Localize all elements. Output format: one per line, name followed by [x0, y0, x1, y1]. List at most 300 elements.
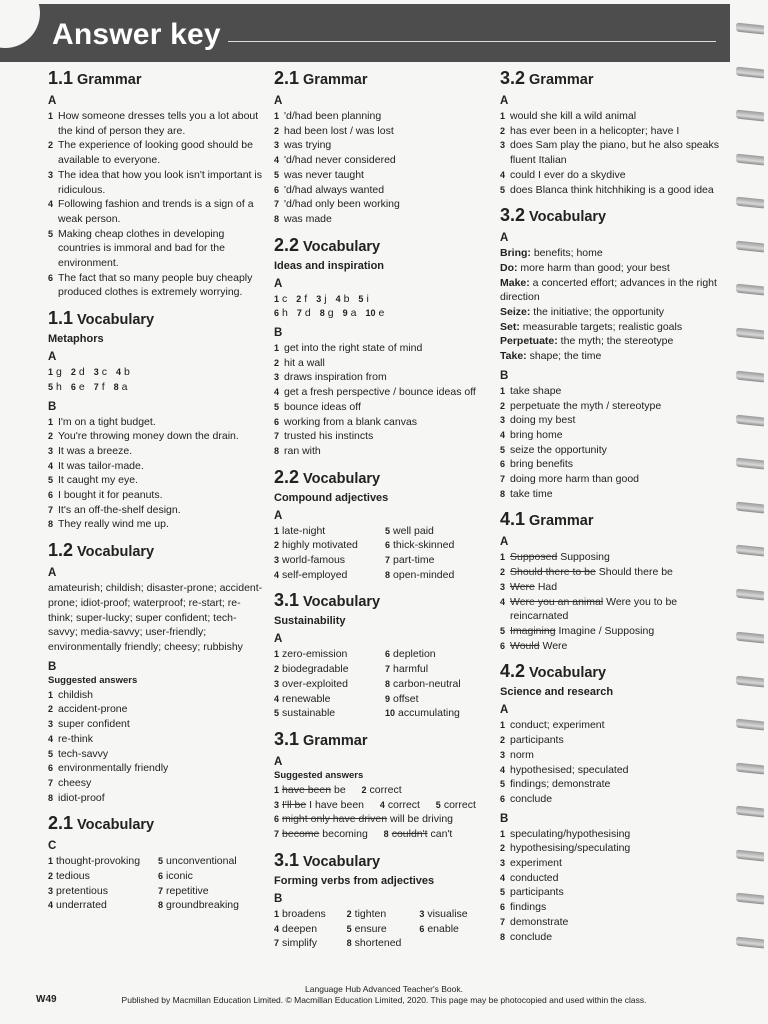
grid-item: [274, 907, 347, 922]
item-number: 5: [158, 856, 164, 867]
item-number: 8: [383, 829, 389, 840]
list-item: [274, 197, 492, 212]
match-pair: [71, 366, 85, 378]
section-subtitle: Forming verbs from adjectives: [274, 874, 435, 887]
item-number: 1: [48, 689, 54, 700]
item-number: 3: [274, 555, 280, 566]
item-text: was trying: [284, 139, 332, 152]
item-text: accident-prone: [58, 703, 128, 716]
part-label: A: [274, 95, 283, 107]
corrected-text: Had: [534, 580, 558, 593]
collocation-line: [500, 305, 725, 320]
item-number: 1: [500, 828, 506, 839]
grid-item: [385, 692, 492, 707]
list-item: [274, 385, 492, 400]
section-number: 1.1: [48, 68, 74, 88]
item-number: 4: [48, 733, 54, 744]
item-text: part-time: [393, 554, 435, 567]
item-number: 3: [500, 415, 506, 426]
section-3-1-grammar: [274, 729, 492, 842]
item-number: 1: [48, 111, 54, 121]
section-heading: [500, 509, 725, 530]
section-name: Vocabulary: [303, 594, 381, 611]
grid-item: [347, 907, 420, 922]
binding-ring: [736, 849, 764, 861]
item-text: 'd/had only been working: [284, 198, 400, 211]
item-text: self-employed: [282, 568, 348, 581]
part-label: A: [500, 704, 509, 717]
item-number: 8: [500, 931, 506, 942]
answer-text: correct: [387, 798, 420, 811]
item-text: bring benefits: [510, 458, 574, 471]
item-number: 8: [385, 569, 391, 580]
match-letter: g: [56, 366, 62, 379]
list-item: [48, 109, 264, 138]
match-letter: e: [78, 380, 85, 393]
list-item: [274, 212, 492, 227]
section-heading: [500, 68, 725, 89]
item-text: world-famous: [282, 554, 346, 567]
collocation-line: [500, 334, 725, 349]
grid-item: [274, 706, 381, 721]
list-item: [48, 717, 264, 732]
section-subtitle: Sustainability: [274, 615, 346, 628]
item-number: 1: [274, 525, 280, 536]
grid-item: [48, 854, 154, 869]
answer-list: [500, 109, 725, 197]
item-text: draws inspiration from: [284, 371, 387, 384]
collocation-list: [500, 246, 725, 364]
answer-list: [500, 718, 725, 806]
item-number: 3: [500, 749, 506, 760]
item-number: 3: [48, 719, 54, 730]
item-text: broadens: [282, 907, 326, 920]
section-4-1-grammar: [500, 509, 725, 653]
item-number: 4: [48, 900, 54, 911]
list-item: [48, 761, 264, 776]
part-label: B: [48, 660, 57, 673]
list-item: [48, 415, 264, 430]
section-heading: [500, 661, 725, 682]
correction-item: [500, 550, 725, 565]
corrected-text: Supposing: [557, 551, 610, 564]
grid-item: [48, 898, 154, 913]
struck-text: Supposed: [510, 551, 558, 564]
item-text: bounce ideas off: [284, 400, 361, 413]
part-label: A: [274, 277, 283, 290]
item-number: 7: [274, 431, 280, 442]
grid-item: [48, 884, 154, 899]
match-pair: [274, 307, 288, 319]
collocation-line: [500, 349, 725, 364]
binding-ring: [736, 66, 764, 78]
section-3-1-vocabulary-verbs: [274, 850, 492, 951]
corrected-text: can't: [427, 828, 453, 841]
binding-ring: [736, 458, 764, 470]
corrected-text: becoming: [319, 828, 368, 841]
item-number: 6: [158, 871, 164, 882]
section-number: 2.2: [274, 234, 300, 255]
item-number: 6: [274, 308, 280, 319]
part-label: C: [48, 840, 57, 853]
binding-ring: [736, 23, 764, 35]
item-text: tech-savvy: [58, 747, 109, 760]
item-text: demonstrate: [510, 915, 569, 928]
section-name: Grammar: [529, 513, 594, 530]
footer-book-title: Language Hub Advanced Teacher's Book.: [305, 984, 463, 994]
item-number: 4: [274, 693, 280, 704]
answer-text: correct: [443, 798, 476, 811]
item-text: accumulating: [398, 707, 460, 720]
item-number: 7: [385, 664, 391, 675]
item-text: They really wind me up.: [58, 518, 169, 531]
item-number: 8: [500, 488, 506, 499]
item-text: How someone dresses tells you a lot about the kind of person they are.: [58, 110, 259, 137]
section-heading: [274, 850, 492, 871]
collocation-nouns: benefits; home: [530, 247, 603, 260]
section-heading: [500, 205, 725, 226]
item-number: 4: [48, 199, 54, 210]
match-letter: g: [327, 307, 334, 320]
section-heading: [274, 729, 492, 750]
match-letter: e: [378, 307, 385, 320]
item-number: 6: [500, 793, 506, 804]
item-number: 9: [342, 308, 348, 319]
item-text: ensure: [354, 922, 387, 935]
section-number: 2.2: [274, 466, 300, 487]
section-1-2-vocabulary: [48, 540, 264, 805]
list-item: [500, 168, 725, 183]
item-text: iconic: [166, 870, 193, 883]
binding-ring: [736, 588, 764, 600]
binding-ring: [736, 762, 764, 774]
match-letter: b: [343, 292, 350, 305]
list-item: [500, 733, 725, 748]
list-item: [500, 763, 725, 778]
list-item: [48, 791, 264, 806]
grid-item: [385, 647, 492, 662]
item-number: 7: [93, 381, 99, 392]
section-heading: [48, 540, 264, 561]
collocation-nouns: shape; the time: [526, 350, 602, 363]
item-number: 1: [274, 343, 280, 354]
item-text: super confident: [58, 718, 130, 731]
list-item: [48, 444, 264, 459]
answer-grid: [274, 647, 492, 721]
item-number: 3: [48, 885, 54, 896]
list-item: [500, 384, 725, 399]
match-pair: [94, 366, 107, 378]
grid-item: [274, 553, 381, 568]
item-number: 2: [48, 871, 54, 882]
part-label: B: [500, 369, 509, 382]
list-item: [500, 777, 725, 792]
item-text: conclude: [510, 930, 553, 943]
item-number: 6: [385, 540, 391, 551]
answer-grid: [274, 524, 492, 583]
item-number: 4: [500, 596, 506, 607]
item-text: unconventional: [166, 855, 237, 868]
item-text: hit a wall: [284, 356, 325, 369]
correction-line: [274, 827, 492, 842]
correction-item: [500, 565, 725, 580]
footer-copyright: Published by Macmillan Education Limited. © Macmillan Education Limited, 2020. This page may be photocopied and used within the class.: [121, 995, 647, 1005]
collocation-verb: Take:: [500, 350, 527, 363]
correction-item: [500, 595, 725, 624]
item-text: norm: [510, 748, 534, 761]
section-number: 3.2: [500, 205, 526, 226]
item-text: participants: [510, 734, 564, 747]
answer-list: [500, 827, 725, 945]
struck-text: might only have driven: [282, 813, 388, 826]
grid-item: [274, 677, 381, 692]
item-text: does Sam play the piano, but he also speaks fluent Italian: [510, 139, 719, 167]
item-number: 5: [48, 748, 54, 759]
item-text: hypothesising/speculating: [510, 842, 631, 855]
item-number: 7: [385, 555, 391, 566]
item-text: re-think: [58, 732, 94, 745]
list-item: [48, 747, 264, 762]
column-3: [500, 64, 725, 952]
item-number: 1: [274, 111, 280, 121]
item-number: 2: [48, 431, 54, 442]
item-text: get into the right state of mind: [284, 342, 423, 355]
binding-ring: [736, 197, 764, 209]
item-text: The fact that so many people buy cheaply produced clothes is extremely worrying.: [58, 271, 253, 299]
section-number: 4.1: [500, 509, 526, 530]
item-text: bring home: [510, 428, 563, 441]
struck-text: couldn't: [391, 828, 428, 841]
list-item: [274, 153, 492, 168]
section-heading: [48, 68, 264, 89]
match-pair: [71, 381, 85, 393]
item-text: environmentally friendly: [58, 762, 169, 775]
item-number: 1: [274, 908, 280, 919]
item-text: shortened: [354, 937, 402, 950]
grid-item: [274, 538, 381, 553]
section-name: Vocabulary: [303, 853, 381, 870]
item-number: 2: [500, 735, 506, 746]
column-1: [48, 64, 264, 921]
item-text: well paid: [393, 524, 434, 537]
item-number: 1: [500, 552, 506, 563]
section-number: 3.2: [500, 68, 526, 88]
corrected-text: be: [331, 783, 346, 796]
item-number: 1: [48, 367, 54, 378]
item-number: 7: [158, 885, 164, 896]
list-item: [274, 400, 492, 415]
item-text: get a fresh perspective / bounce ideas off: [284, 386, 476, 399]
item-number: 3: [48, 169, 54, 180]
item-number: 5: [274, 169, 280, 180]
item-text: highly motivated: [282, 539, 358, 552]
matching-row: [48, 380, 264, 395]
section-heading: [274, 590, 492, 611]
grid-item: [385, 706, 492, 721]
item-text: had been lost / was lost: [284, 124, 394, 137]
matching-row: [274, 306, 492, 321]
item-number: 10: [365, 308, 376, 319]
item-text: It caught my eye.: [58, 474, 138, 487]
list-item: [48, 776, 264, 791]
section-2-2-vocabulary-ideas: [274, 235, 492, 459]
section-1-1-vocabulary: [48, 308, 264, 532]
list-item: [500, 443, 725, 458]
item-text: 'd/had been planning: [284, 110, 382, 122]
item-text: working from a blank canvas: [284, 415, 418, 428]
item-number: 6: [48, 763, 54, 774]
binding-ring: [736, 153, 764, 165]
matching-row: [48, 365, 264, 380]
match-letter: d: [78, 366, 85, 379]
part-label: B: [500, 812, 509, 825]
section-number: 2.1: [274, 68, 300, 88]
item-text: would she kill a wild animal: [510, 110, 637, 122]
list-item: [500, 457, 725, 472]
item-number: 2: [274, 664, 280, 675]
grid-item: [419, 907, 492, 922]
item-number: 6: [419, 923, 425, 934]
item-text: I'm on a tight budget.: [58, 415, 156, 428]
match-letter: h: [56, 380, 62, 393]
list-item: [48, 197, 264, 226]
grid-item: [385, 553, 492, 568]
item-number: 4: [274, 155, 280, 166]
list-item: [48, 688, 264, 703]
binding-ring: [736, 414, 764, 426]
answer-paragraph: amateurish; childish; disaster-prone; accident-prone; idiot-proof; waterproof; re-start; re-think; super-lucky; super confident; tech-savvy; media-savvy; user-friendly; environmentally friendly; cheesy; rubbishy: [48, 582, 263, 653]
list-item: [500, 109, 725, 124]
item-number: 7: [48, 777, 54, 788]
item-text: thick-skinned: [393, 539, 455, 552]
list-item: [500, 472, 725, 487]
item-number: 1: [274, 784, 280, 795]
collocation-line: [500, 276, 725, 305]
item-number: 2: [346, 908, 352, 919]
item-text: biodegradable: [282, 663, 349, 676]
list-item: [48, 429, 264, 444]
item-number: 8: [319, 308, 325, 319]
section-heading: [274, 467, 492, 488]
match-pair: [48, 381, 62, 393]
list-item: [500, 885, 725, 900]
grid-item: [274, 647, 381, 662]
item-text: over-exploited: [282, 677, 348, 690]
item-number: 3: [274, 372, 280, 383]
part-label: B: [274, 327, 283, 340]
struck-text: I'll be: [282, 798, 307, 811]
item-text: Making cheap clothes in developing countries is immoral and bad for the environment.: [58, 227, 225, 270]
collocation-line: [500, 261, 725, 276]
section-heading: [48, 813, 264, 834]
item-number: 8: [274, 445, 280, 456]
item-number: 7: [274, 199, 280, 210]
grid-item: [274, 936, 347, 951]
item-number: 1: [48, 856, 54, 867]
matching-row: [274, 292, 492, 307]
item-text: doing my best: [510, 414, 576, 427]
section-3-2-grammar: [500, 68, 725, 197]
item-number: 6: [500, 640, 506, 651]
match-letter: c: [282, 292, 288, 305]
item-number: 3: [419, 908, 425, 919]
grid-item: [385, 538, 492, 553]
header-corner-curve: [0, 0, 40, 48]
item-number: 6: [48, 272, 54, 283]
section-number: 3.1: [274, 590, 300, 611]
item-number: 5: [48, 228, 54, 239]
item-text: simplify: [282, 937, 318, 950]
section-name: Grammar: [303, 732, 368, 749]
grid-item: [274, 662, 381, 677]
item-text: carbon-neutral: [393, 677, 461, 690]
correction-item: [500, 639, 725, 654]
item-number: 8: [274, 213, 280, 224]
item-text: ran with: [284, 444, 321, 457]
item-text: idiot-proof: [58, 791, 105, 804]
section-name: Grammar: [529, 72, 594, 88]
collocation-nouns: the myth; the stereotype: [557, 335, 674, 348]
binding-ring: [736, 806, 764, 818]
section-subtitle: Compound adjectives: [274, 491, 389, 504]
item-number: 5: [500, 625, 506, 636]
item-number: 4: [335, 293, 341, 304]
section-2-1-vocabulary: [48, 813, 264, 913]
item-number: 7: [274, 829, 280, 840]
item-number: 5: [500, 779, 506, 790]
answer-list: [274, 109, 492, 227]
item-text: tedious: [56, 870, 90, 883]
binding-ring: [736, 719, 764, 731]
section-number: 1.2: [48, 540, 74, 561]
collocation-verb: Seize:: [500, 306, 531, 319]
section-heading: [274, 68, 492, 89]
match-pair: [297, 307, 311, 319]
grid-item: [385, 662, 492, 677]
section-name: Grammar: [77, 72, 142, 88]
grid-item: [385, 568, 492, 583]
item-number: 10: [385, 708, 396, 719]
page-header: [0, 4, 730, 62]
binding-ring: [736, 501, 764, 513]
match-pair: [274, 293, 287, 305]
match-letter: f: [101, 380, 105, 393]
section-number: 1.1: [48, 308, 74, 329]
grid-item: [385, 524, 492, 539]
item-text: perpetuate the myth / stereotype: [510, 399, 662, 412]
item-text: conduct; experiment: [510, 719, 605, 732]
list-item: [274, 370, 492, 385]
section-number: 2.1: [48, 813, 74, 834]
item-text: 'd/had never considered: [284, 154, 396, 167]
item-text: underrated: [56, 899, 107, 912]
section-subtitle: Ideas and inspiration: [274, 259, 385, 272]
collocation-nouns: more harm than good; your best: [517, 261, 670, 274]
match-pair: [316, 293, 326, 305]
item-text: I bought it for peanuts.: [58, 489, 163, 502]
item-number: 6: [274, 416, 280, 427]
page-number: W49: [36, 994, 57, 1005]
part-label: A: [274, 633, 283, 646]
list-item: [48, 517, 264, 532]
section-2-2-vocabulary-compound: [274, 467, 492, 583]
list-item: [48, 168, 264, 197]
item-number: 5: [500, 444, 506, 455]
item-text: conducted: [510, 871, 559, 884]
item-number: 8: [48, 519, 54, 530]
collocation-nouns: the initiative; the opportunity: [530, 306, 665, 319]
part-label: A: [48, 567, 57, 580]
